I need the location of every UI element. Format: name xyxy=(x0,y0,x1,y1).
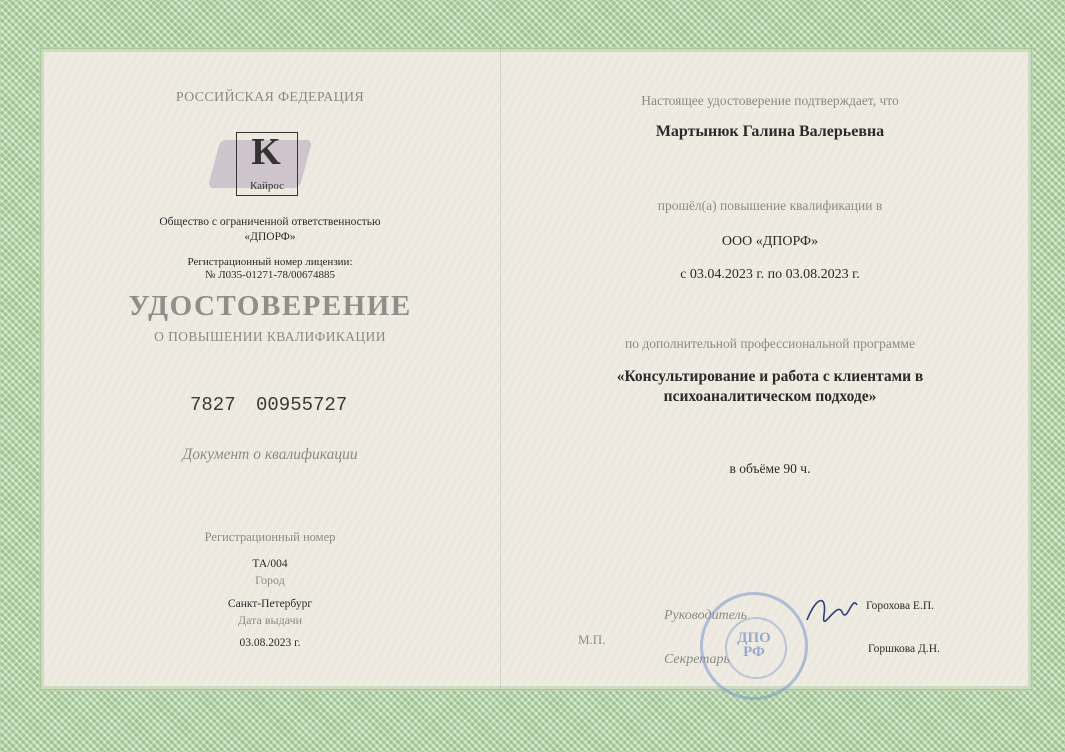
logo-name: Кайрос xyxy=(249,180,285,192)
organization-name: ООО «ДПОРФ» xyxy=(721,234,819,249)
confirm-text: Настоящее удостоверение подтверждает, что xyxy=(641,93,899,108)
training-period: с 03.04.2023 г. по 03.08.2023 г. xyxy=(680,267,860,282)
issue-date-value: 03.08.2023 г. xyxy=(239,637,301,649)
secretary-label: Секретарь xyxy=(664,652,730,667)
program-volume: в объёме 90 ч. xyxy=(729,461,811,476)
document-title: УДОСТОВЕРЕНИЕ xyxy=(128,290,412,322)
city-value: Санкт-Петербург xyxy=(227,598,313,610)
document-series: 7827 xyxy=(190,394,236,416)
kairos-logo: K Кайрос xyxy=(232,128,306,202)
program-title-line2: психоаналитическом подходе» xyxy=(663,388,877,405)
license-label: Регистрационный номер лицензии: xyxy=(187,256,353,268)
completed-text: прошёл(а) повышение квалификации в xyxy=(657,198,883,213)
head-signature xyxy=(802,590,862,630)
program-title-line1: «Консультирование и работа с клиентами в xyxy=(616,368,924,385)
head-name: Горохова Е.П. xyxy=(866,600,935,612)
seal-text: ДПО РФ xyxy=(737,630,771,660)
org-name-line2: «ДПОРФ» xyxy=(244,231,296,243)
page-fold xyxy=(500,48,501,688)
registration-label: Регистрационный номер xyxy=(204,530,336,544)
stamp-place-label: М.П. xyxy=(578,632,606,647)
head-label: Руководитель xyxy=(664,608,748,623)
issue-date-label: Дата выдачи xyxy=(237,613,303,627)
registration-value: ТА/004 xyxy=(252,558,288,570)
country-heading: РОССИЙСКАЯ ФЕДЕРАЦИЯ xyxy=(175,90,365,105)
person-name: Мартынюк Галина Валерьевна xyxy=(655,123,885,140)
city-label: Город xyxy=(255,573,285,587)
secretary-name: Горшкова Д.Н. xyxy=(868,643,940,655)
document-type: Документ о квалификации xyxy=(182,446,358,463)
organization-seal xyxy=(700,592,808,700)
license-number: № Л035-01271-78/00674885 xyxy=(204,269,336,281)
program-label: по дополнительной профессиональной программе xyxy=(625,336,915,351)
document-number: 00955727 xyxy=(256,394,348,416)
document-subtitle: О ПОВЫШЕНИИ КВАЛИФИКАЦИИ xyxy=(154,329,386,344)
org-name-line1: Общество с ограниченной ответственностью xyxy=(159,216,381,228)
